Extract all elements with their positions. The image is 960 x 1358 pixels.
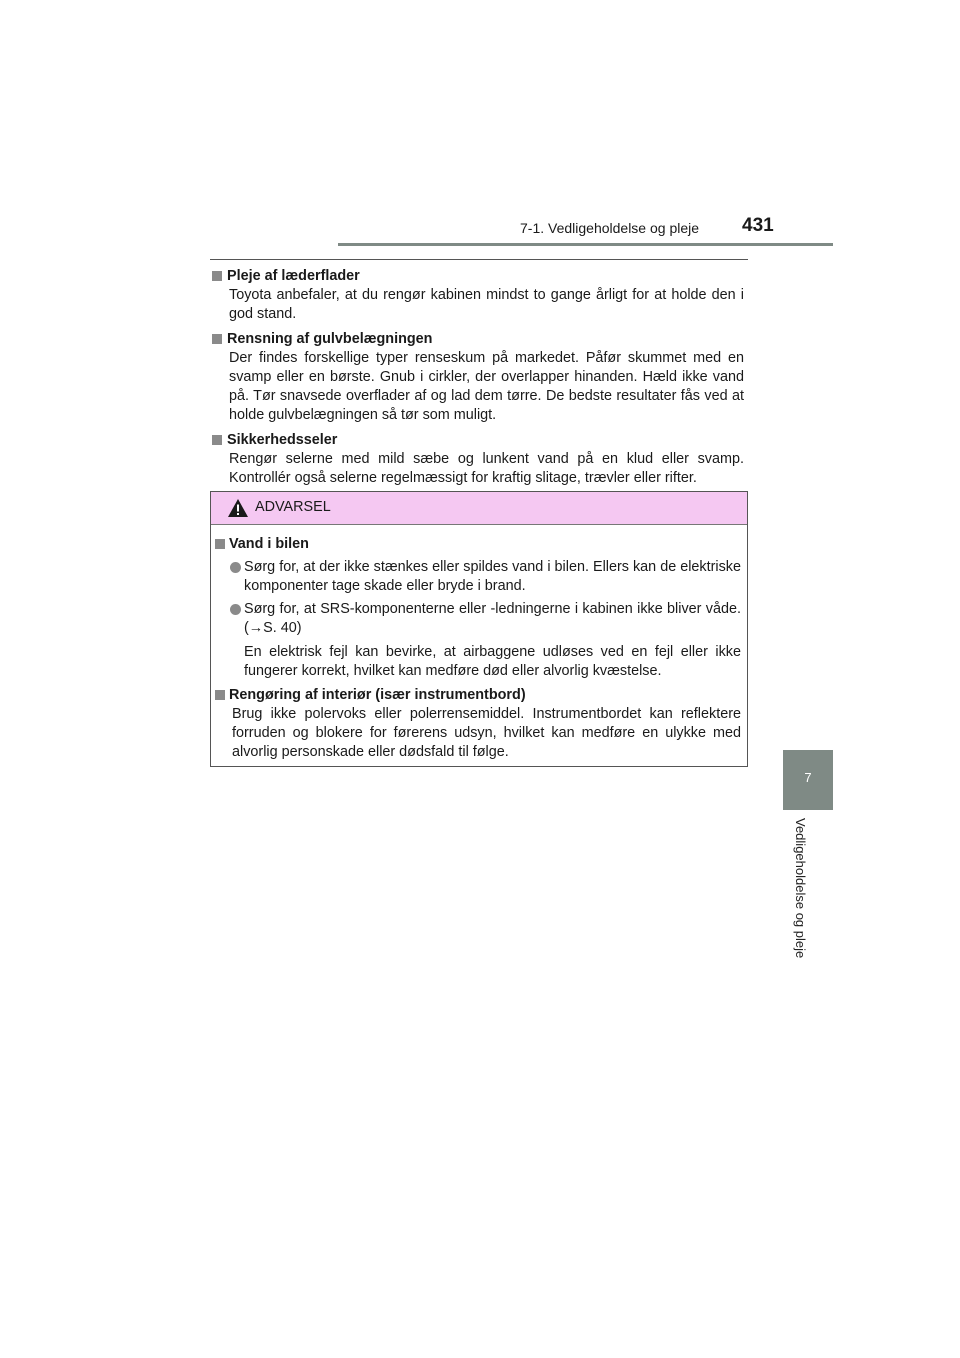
warning-bullet <box>215 600 741 638</box>
warning-text: Brug ikke polervoks eller polerrensemiddel. Instrumentbordet kan reflektere forruden og blokere for førerens udsyn, hvilket kan medføre en ulykke med alvorlig personskade eller dødsfald til følge. <box>232 706 741 760</box>
square-bullet-icon <box>215 690 225 700</box>
section-text: Der findes forskellige typer renseskum på markedet. Påfør skummet med en svamp eller en børste. Gnub i cirkler, der overlapper hinanden. Hæld ikke vand på. Tør snavsede overflader af og lad dem tørre. De bedste resultater fås ved at holde gulvbelægningen så tør som muligt. <box>229 350 744 423</box>
section-title: Pleje af læderflader <box>227 268 360 284</box>
round-bullet-icon <box>230 562 241 573</box>
chapter-tab-label: Vedligeholdelse og pleje <box>793 818 808 959</box>
main-content <box>210 267 748 494</box>
section-leather <box>210 267 748 324</box>
bullet-note: En elektrisk fejl kan bevirke, at airbaggene udløses ved en fejl eller ikke fungerer korrekt, hvilket kan medføre død eller alvorlig kvæstelse. <box>244 644 741 679</box>
bullet-text: Sørg for, at SRS-komponenterne eller -ledningerne i kabinen ikke bliver våde. (→S. 40) <box>244 601 741 636</box>
warning-header <box>211 492 747 525</box>
square-bullet-icon <box>212 271 222 281</box>
square-bullet-icon <box>212 334 222 344</box>
warning-subsection-title: Rengøring af interiør (især instrumentbord) <box>229 687 526 703</box>
section-title: Sikkerhedsseler <box>227 432 338 448</box>
warning-subsection-title: Vand i bilen <box>229 536 309 552</box>
header-divider <box>338 243 833 246</box>
round-bullet-icon <box>230 604 241 615</box>
section-text: Toyota anbefaler, at du rengør kabinen mindst to gange årligt for at holde den i god stand. <box>229 287 744 322</box>
section-text: Rengør selerne med mild sæbe og lunkent vand på en klud eller svamp. Kontrollér også selerne regelmæssigt for kraftig slitage, trævler eller rifter. <box>229 451 744 486</box>
warning-box <box>210 491 748 767</box>
section-seatbelts <box>210 431 748 488</box>
warning-title: ADVARSEL <box>255 499 331 515</box>
square-bullet-icon <box>215 539 225 549</box>
content-divider <box>210 259 748 260</box>
chapter-tab[interactable] <box>783 750 833 810</box>
bullet-text: Sørg for, at der ikke stænkes eller spildes vand i bilen. Ellers kan de elektriske komponenter tage skade eller bryde i brand. <box>244 559 741 594</box>
chapter-title: 7-1. Vedligeholdelse og pleje <box>520 220 700 236</box>
warning-bullet <box>215 558 741 596</box>
warning-body <box>211 525 747 762</box>
warning-triangle-icon <box>227 498 249 518</box>
square-bullet-icon <box>212 435 222 445</box>
page-number: 431 <box>742 215 774 236</box>
section-title: Rensning af gulvbelægningen <box>227 331 433 347</box>
section-floor <box>210 330 748 425</box>
chapter-tab-number: 7 <box>804 770 812 785</box>
